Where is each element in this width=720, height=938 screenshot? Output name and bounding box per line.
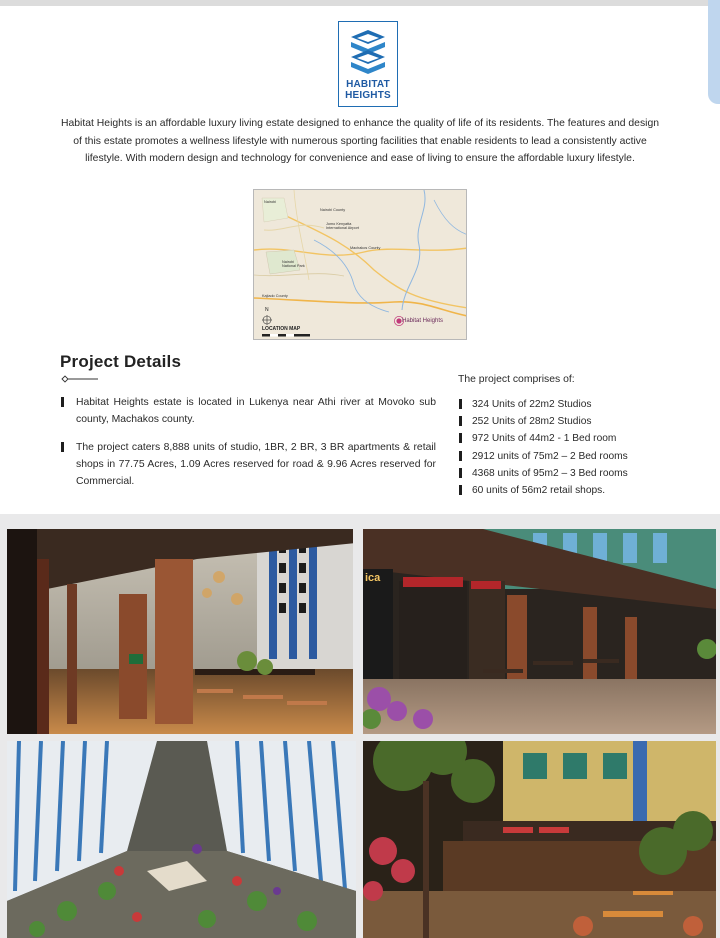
bullet-bar-icon — [459, 451, 462, 461]
project-details-list — [60, 394, 436, 490]
list-item-text: The project caters 8,888 units of studio, 1BR, 2 BR, 3 BR apartments & retail shops in 77.75 Acres, 1.09 Acres reserved for road & 9.96 Acres reserved for Commercial. — [76, 442, 436, 487]
habitat-heights-logo — [338, 21, 398, 107]
intro-paragraph: Habitat Heights is an affordable luxury living estate designed to enhance the quality of life of its residents. The features and design of this estate promotes a wellness lifestyle with numerous sporting facilities that enable residents to lead a consistently active lifestyle. With modern design and technology for convenience and ease of living to ensure the affordable luxury lifestyle. — [60, 118, 660, 165]
list-item — [60, 439, 436, 490]
bullet-bar-icon — [61, 442, 64, 452]
list-item-text: 252 Units of 28m2 Studios — [472, 416, 592, 428]
bullet-bar-icon — [459, 433, 462, 443]
bullet-bar-icon — [459, 485, 462, 495]
list-item — [458, 413, 678, 430]
list-item-text: 2912 units of 75m2 – 2 Bed rooms — [472, 450, 628, 462]
map-caption: LOCATION MAP — [262, 326, 301, 332]
bullet-bar-icon — [459, 416, 462, 426]
section-title: Project Details — [60, 352, 182, 371]
document-page — [0, 6, 720, 514]
arcade-walkway-render — [7, 529, 356, 734]
map-label-machakos-county: Machakos County — [350, 246, 381, 250]
list-item-text: 324 Units of 22m2 Studios — [472, 399, 592, 410]
list-item-text: 972 Units of 44m2 - 1 Bed room — [472, 433, 617, 445]
scroll-tab[interactable] — [708, 0, 720, 104]
map-label-nairobi: Nairobi — [264, 200, 277, 204]
unit-spec-list — [458, 396, 678, 499]
logo-mark-icon — [349, 28, 387, 78]
list-item — [458, 396, 678, 413]
courtyard-aerial-render — [7, 741, 356, 938]
list-item-text: 4368 units of 95m2 – 3 Bed rooms — [472, 467, 628, 479]
list-item — [458, 482, 678, 499]
comprises-heading: The project comprises of: — [458, 374, 575, 385]
logo-title-line1: HABITAT — [346, 79, 390, 90]
map-north-label: N — [265, 307, 269, 313]
list-item — [60, 394, 436, 428]
bullet-bar-icon — [61, 397, 64, 407]
map-marker-label: Habitat Heights — [402, 318, 444, 324]
logo-title-line2: HEIGHTS — [345, 90, 391, 101]
title-underline-icon — [60, 375, 100, 383]
map-label-airport: Jomo Kenyatta International Airport — [326, 222, 359, 231]
list-item-text: Habitat Heights estate is located in Lukenya near Athi river at Movoko sub county, Machakos county. — [76, 397, 436, 425]
garden-cafe-render — [363, 741, 716, 938]
map-label-nairobi-county: Nairobi County — [320, 208, 346, 212]
list-item — [458, 430, 678, 447]
svg-text:ica: ica — [365, 572, 381, 584]
map-label-national-park: Nairobi National Park — [282, 260, 305, 269]
bullet-bar-icon — [459, 468, 462, 478]
bullet-bar-icon — [459, 399, 462, 409]
list-item — [458, 465, 678, 482]
location-map — [253, 189, 467, 340]
retail-terrace-render — [363, 529, 716, 734]
list-item — [458, 448, 678, 465]
map-label-kajiado-county: Kajiado County — [262, 294, 288, 298]
list-item-text: 60 units of 56m2 retail shops. — [472, 485, 606, 497]
